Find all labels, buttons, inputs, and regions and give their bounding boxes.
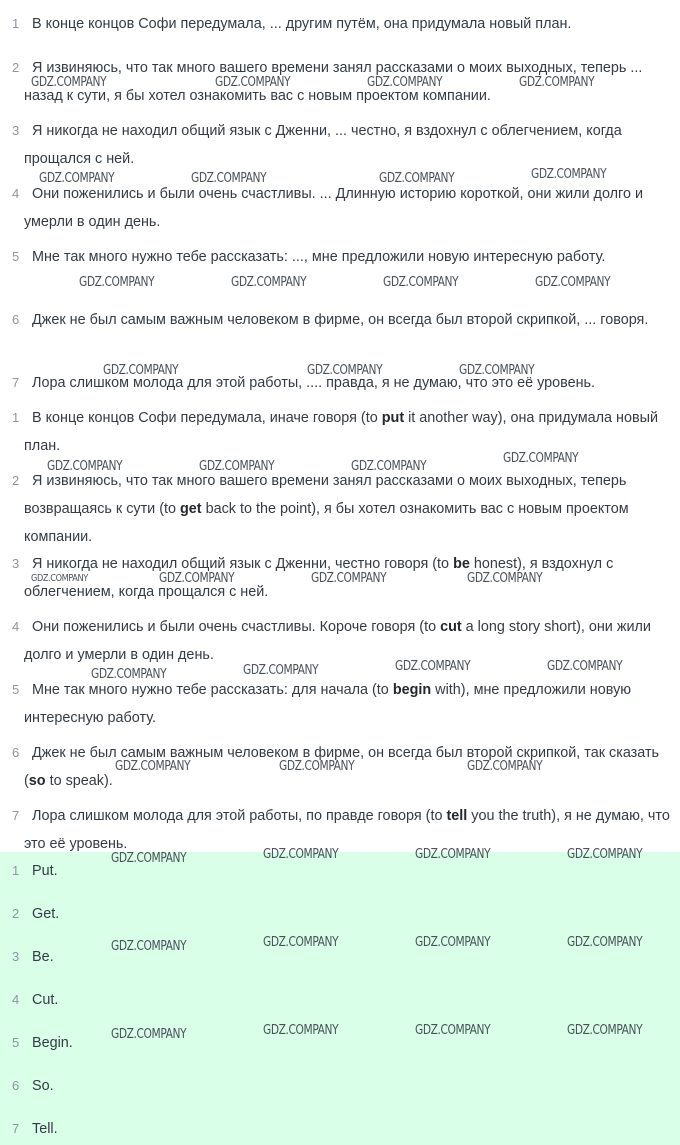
question-text: Мне так много нужно тебе рассказать: ..., мне предложили новую интересную работу. <box>32 249 606 265</box>
watermark-logo: GDZ.COMPANY <box>39 171 115 186</box>
item-number: 3 <box>12 123 20 138</box>
answer-text: Put. <box>32 863 58 879</box>
watermark-logo: GDZ.COMPANY <box>383 275 459 290</box>
key-verb: so <box>28 773 46 789</box>
watermark-logo: GDZ.COMPANY <box>111 1027 187 1042</box>
watermark-logo: GDZ.COMPANY <box>415 847 491 862</box>
item-number: 2 <box>12 60 20 75</box>
item-number: 6 <box>12 745 20 760</box>
key-verb: be <box>453 556 470 572</box>
watermark-logo: GDZ.COMPANY <box>243 663 319 678</box>
watermark-logo: GDZ.COMPANY <box>567 935 643 950</box>
question-text: Я никогда не находил общий язык с Дженни, ... честно, я вздохнул с облегчением, когда прощался с ней. <box>24 123 622 167</box>
watermark-logo: GDZ.COMPANY <box>31 75 107 90</box>
watermark-logo: GDZ.COMPANY <box>351 459 427 474</box>
item-number: 3 <box>12 949 20 964</box>
watermark-logo: GDZ.COMPANY <box>191 171 267 186</box>
watermark-logo: GDZ.COMPANY <box>467 571 543 586</box>
watermark-logo: GDZ.COMPANY <box>31 573 88 584</box>
watermark-logo: GDZ.COMPANY <box>467 759 543 774</box>
question-text: Они поженились и были очень счастливы. ... Длинную историю короткой, они жили долго и умерли в один день. <box>24 186 643 230</box>
translation-text: Лора слишком молода для этой работы, по правде говоря (to tell you the truth), я не думаю, что это её уровень. <box>24 808 670 852</box>
watermark-logo: GDZ.COMPANY <box>91 667 167 682</box>
answer-text: Begin. <box>32 1035 73 1051</box>
translation-text: Я извиняюсь, что так много вашего времени занял рассказами о моих выходных, теперь возвращаясь к сути (to get back to the point), я бы хотел ознакомить вас с новым проектом компании. <box>24 473 629 545</box>
watermark-logo: GDZ.COMPANY <box>215 75 291 90</box>
key-verb: get <box>180 501 202 517</box>
answer-text: Be. <box>32 949 54 965</box>
watermark-logo: GDZ.COMPANY <box>111 851 187 866</box>
question-text: Я извиняюсь, что так много вашего времени занял рассказами о моих выходных, теперь ... назад к сути, я бы хотел ознакомить вас с новым проектом компании. <box>24 60 643 104</box>
watermark-logo: GDZ.COMPANY <box>279 759 355 774</box>
watermark-logo: GDZ.COMPANY <box>567 1023 643 1038</box>
question-text: Лора слишком молода для этой работы, .... правда, я не думаю, что это её уровень. <box>32 375 596 391</box>
item-number: 1 <box>12 863 20 878</box>
watermark-logo: GDZ.COMPANY <box>535 275 611 290</box>
watermark-logo: GDZ.COMPANY <box>547 659 623 674</box>
key-verb: cut <box>440 619 462 635</box>
watermark-logo: GDZ.COMPANY <box>231 275 307 290</box>
item-number: 3 <box>12 556 20 571</box>
watermark-logo: GDZ.COMPANY <box>519 75 595 90</box>
watermark-logo: GDZ.COMPANY <box>459 363 535 378</box>
item-number: 1 <box>12 16 20 31</box>
watermark-logo: GDZ.COMPANY <box>263 847 339 862</box>
item-number: 7 <box>12 375 20 390</box>
watermark-logo: GDZ.COMPANY <box>311 571 387 586</box>
watermark-logo: GDZ.COMPANY <box>79 275 155 290</box>
item-number: 6 <box>12 312 20 327</box>
item-number: 2 <box>12 473 20 488</box>
answer-text: Get. <box>32 906 60 922</box>
watermark-logo: GDZ.COMPANY <box>263 935 339 950</box>
item-number: 4 <box>12 186 20 201</box>
watermark-logo: GDZ.COMPANY <box>415 1023 491 1038</box>
watermark-logo: GDZ.COMPANY <box>159 571 235 586</box>
translation-text: Джек не был самым важным человеком в фирме, он всегда был второй скрипкой, так сказать (so to speak). <box>24 745 660 789</box>
item-number: 7 <box>12 1121 20 1136</box>
item-number: 1 <box>12 410 20 425</box>
watermark-logo: GDZ.COMPANY <box>111 939 187 954</box>
item-number: 5 <box>12 249 20 264</box>
item-number: 2 <box>12 906 20 921</box>
answer-text: Tell. <box>32 1121 58 1137</box>
item-number: 6 <box>12 1078 20 1093</box>
watermark-logo: GDZ.COMPANY <box>263 1023 339 1038</box>
watermark-logo: GDZ.COMPANY <box>395 659 471 674</box>
watermark-logo: GDZ.COMPANY <box>103 363 179 378</box>
key-verb: begin <box>392 682 432 698</box>
item-number: 4 <box>12 619 20 634</box>
watermark-logo: GDZ.COMPANY <box>367 75 443 90</box>
key-verb: tell <box>446 808 468 824</box>
watermark-logo: GDZ.COMPANY <box>307 363 383 378</box>
question-text: В конце концов Софи передумала, ... другим путём, она придумала новый план. <box>32 16 572 32</box>
watermark-logo: GDZ.COMPANY <box>531 167 607 182</box>
item-number: 7 <box>12 808 20 823</box>
key-verb: put <box>381 410 405 426</box>
watermark-logo: GDZ.COMPANY <box>199 459 275 474</box>
translation-text: Я никогда не находил общий язык с Дженни, честно говоря (to be honest), я вздохнул с облегчением, когда прощался с ней. <box>24 556 614 600</box>
watermark-logo: GDZ.COMPANY <box>115 759 191 774</box>
item-number: 4 <box>12 992 20 1007</box>
watermark-logo: GDZ.COMPANY <box>47 459 123 474</box>
answer-text: Cut. <box>32 992 59 1008</box>
answer-text: So. <box>32 1078 54 1094</box>
question-text: Джек не был самым важным человеком в фирме, он всегда был второй скрипкой, ... говоря. <box>32 312 649 328</box>
translation-text: В конце концов Софи передумала, иначе говоря (to put it another way), она придумала новый план. <box>24 410 658 454</box>
item-number: 5 <box>12 682 20 697</box>
item-number: 5 <box>12 1035 20 1050</box>
watermark-logo: GDZ.COMPANY <box>415 935 491 950</box>
translation-text: Они поженились и были очень счастливы. Короче говоря (to cut a long story short), они жили долго и умерли в один день. <box>24 619 651 663</box>
watermark-logo: GDZ.COMPANY <box>503 451 579 466</box>
watermark-logo: GDZ.COMPANY <box>567 847 643 862</box>
watermark-logo: GDZ.COMPANY <box>379 171 455 186</box>
translation-text: Мне так много нужно тебе рассказать: для начала (to begin with), мне предложили новую интересную работу. <box>24 682 632 726</box>
